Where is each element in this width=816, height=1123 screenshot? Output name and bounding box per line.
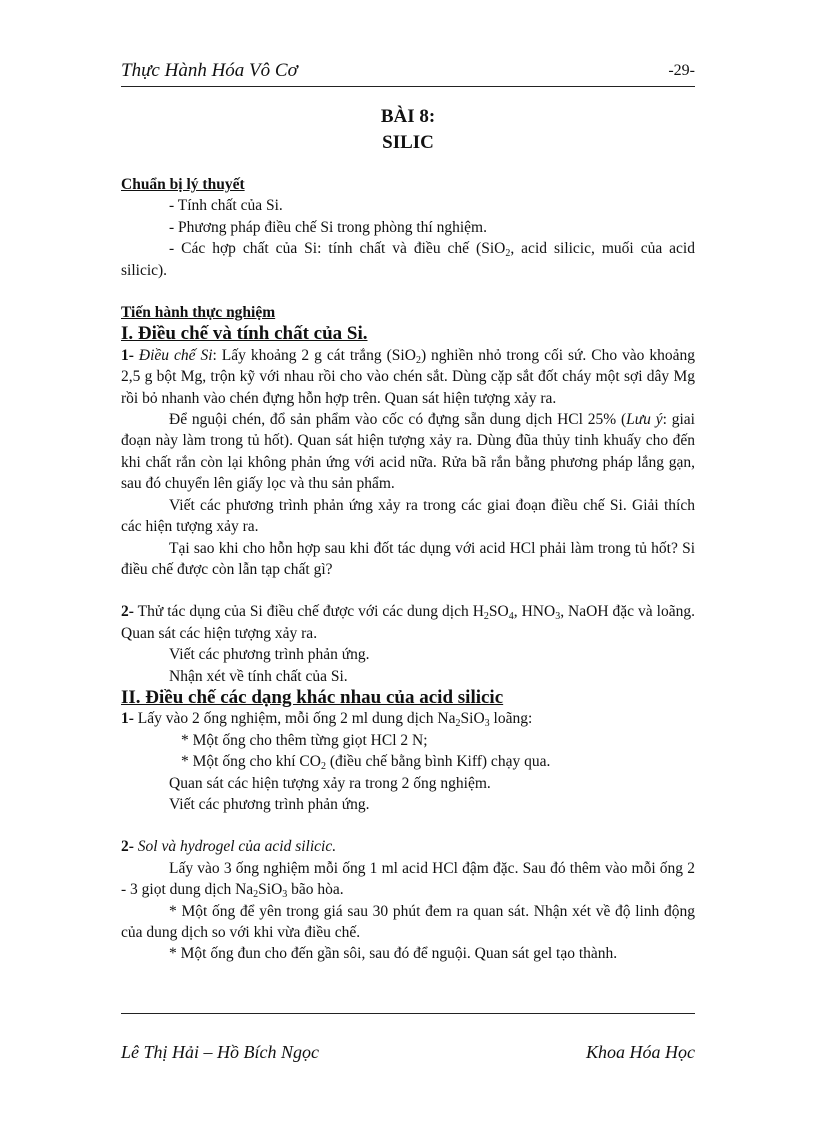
paragraph: 1- Điều chế Si: Lấy khoảng 2 g cát trắng (SiO$_2$) nghiền nhỏ trong cối sứ. Cho vào khoảng 2,5 g bột Mg, trộn kỹ với nhau rồi cho vào chén sắt. Dùng cặp sắt đốt cháy một sợi dây Mg rồi bỏ nhanh vào chén đựng hỗn hợp trên. Quan sát hiện tượng xảy ra.: [121, 346, 695, 407]
page-header: [121, 58, 695, 87]
section-1-title: I. Điều chế và tính chất của Si.: [121, 323, 368, 345]
paragraph: * Một ống đun cho đến gần sôi, sau đó để nguội. Quan sát gel tạo thành.: [169, 945, 618, 963]
document-body: [121, 174, 695, 965]
experiment-heading: Tiến hành thực nghiệm: [121, 304, 276, 322]
section-2-title: II. Điều chế các dạng khác nhau của acid silicic: [121, 686, 504, 708]
paragraph: Để nguội chén, đổ sản phẩm vào cốc có đựng sẵn dung dịch HCl 25% (Lưu ý: giai đoạn này làm trong tủ hốt). Quan sát hiện tượng xảy ra. Dùng đũa thủy tinh khuấy cho đến khi chất rắn còn lại không phản ứng với acid nữa. Rửa bã rắn bằng phương pháp lắng gạn, sau đó chuyển lên giấy lọc và thu sản phẩm.: [121, 411, 695, 493]
lesson-heading: [121, 104, 695, 156]
paragraph: Tại sao khi cho hỗn hợp sau khi đốt tác dụng với acid HCl phải làm trong tủ hốt? Si điều chế được còn lẫn tạp chất gì?: [121, 539, 695, 578]
paragraph: Viết các phương trình phản ứng xảy ra trong các giai đoạn điều chế Si. Giải thích các hiện tượng xảy ra.: [121, 496, 695, 536]
paragraph: 1- Lấy vào 2 ống nghiệm, mỗi ống 2 ml dung dịch $Na_2SiO_3$ loãng:: [121, 710, 533, 730]
lesson-name: SILIC: [382, 132, 434, 153]
footer-faculty: Khoa Hóa Học: [586, 1042, 695, 1062]
prep-item: - Tính chất của Si.: [169, 197, 283, 215]
paragraph: Viết các phương trình phản ứng.: [169, 646, 370, 664]
paragraph: 2- Thử tác dụng của Si điều chế được với các dung dịch $H_2SO_4$, $HNO_3$, NaOH đặc và loãng. Quan sát các hiện tượng xảy ra.: [121, 603, 695, 642]
footer-authors: Lê Thị Hải – Hồ Bích Ngọc: [121, 1042, 319, 1062]
paragraph: * Một ống cho thêm từng giọt HCl 2 N;: [181, 731, 428, 749]
paragraph: Quan sát các hiện tượng xảy ra trong 2 ống nghiệm.: [169, 774, 491, 792]
page-number: -29-: [668, 62, 695, 79]
prep-item: - Các hợp chất của Si: tính chất và điều chế (SiO$_2$, acid silicic, muối của acid silicic).: [121, 240, 695, 279]
paragraph: Nhận xét về tính chất của Si.: [169, 667, 348, 685]
paragraph: * Một ống cho khí $CO_2$ (điều chế bằng bình Kiff) chạy qua.: [181, 753, 551, 773]
prep-item: - Phương pháp điều chế Si trong phòng thí nghiệm.: [169, 218, 487, 236]
paragraph: 2- Sol và hydrogel của acid silicic.: [121, 838, 337, 856]
paragraph: * Một ống để yên trong giá sau 30 phút đem ra quan sát. Nhận xét về độ linh động của dung dịch so với khi vừa điều chế.: [121, 902, 695, 941]
prep-heading: Chuẩn bị lý thuyết: [121, 176, 245, 193]
page-footer: [121, 1013, 695, 1062]
lesson-number: BÀI 8:: [380, 106, 436, 127]
paragraph: Viết các phương trình phản ứng.: [169, 795, 370, 813]
paragraph: Lấy vào 3 ống nghiệm mỗi ống 1 ml acid HCl đậm đặc. Sau đó thêm vào mỗi ống 2 - 3 giọt dung dịch $Na_2SiO_3$ bão hòa.: [121, 859, 695, 901]
header-title: Thực Hành Hóa Vô Cơ: [121, 60, 298, 81]
